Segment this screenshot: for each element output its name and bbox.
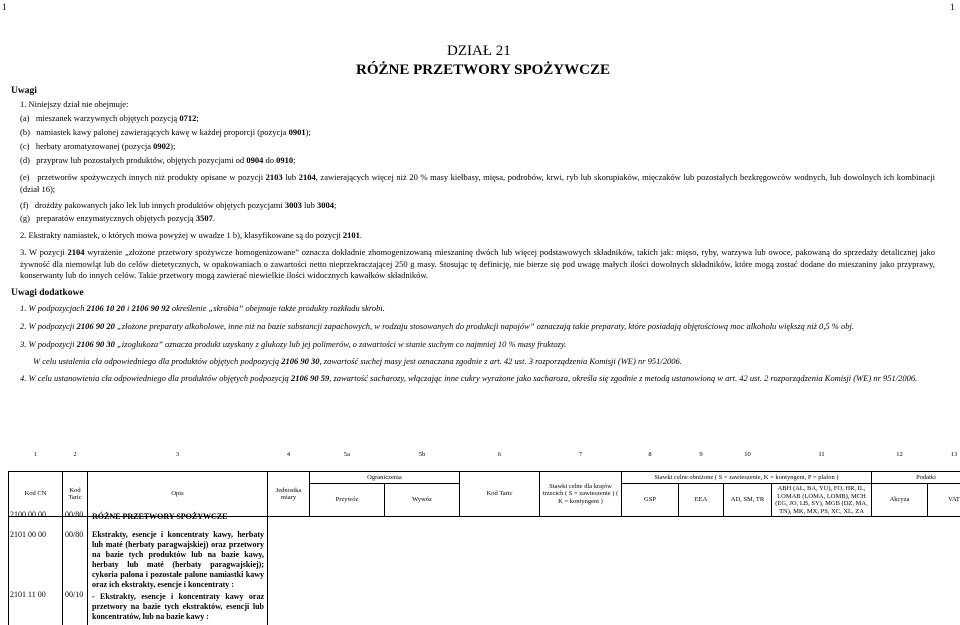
additional-note-4: 4. W celu ustanowienia cła odpowiedniego dla produktów objętych podpozycją 2106 90 59, zawartość sacharozy, włączając inne cukry wyrażone jako sacharoza, określa się zgodnie z metodą ustanowioną w art. 42 ust. 2 rozporządzenia Komisji (WE) nr 951/2006. <box>20 373 918 383</box>
note-2: 2. Ekstrakty namiastek, o których mowa powyżej w uwadze 1 b), klasyfikowane są do pozycji 2101. <box>20 230 363 240</box>
note-1f: (f) drożdży pakowanych jako lek lub innych produktów objętych pozycjami 3003 lub 3004; <box>20 200 337 210</box>
header-jednostka: Jednostka miary <box>268 472 310 517</box>
col-num-2: 2 <box>73 451 77 459</box>
header-stawki-obnizone: Stawki celne obniżone ( S = zawieszenie, K = kontyngent, P = plafon ) <box>622 472 872 484</box>
header-stawki-krajow: Stawki celne dla krajów trzecich ( S = zawieszenie ) ( K = kontyngent ) <box>540 472 622 517</box>
additional-note-3b: W celu ustalenia cła odpowiedniego dla produktów objętych podpozycją 2106 90 30, zawartość suchej masy jest oznaczana zgodnie z art. 42 ust. 3 rozporządzenia Komisji (WE) nr 951/2006. <box>33 356 682 366</box>
note-1b: (b) namiastek kawy palonej zawierających kawę w każdej proporcji (pozycja 0901); <box>20 127 311 137</box>
note-1-intro: 1. Niniejszy dział nie obejmuje: <box>20 99 129 109</box>
col-num-11: 11 <box>818 451 825 459</box>
page-number-right: 1 <box>950 2 955 12</box>
additional-notes-header: Uwagi dodatkowe <box>11 288 84 298</box>
row-3-cn: 2101 11 00 <box>10 590 46 599</box>
section-title: RÓŻNE PRZETWORY SPOŻYWCZE <box>356 62 610 78</box>
note-1d: (d) przypraw lub pozostałych produktów, objętych pozycjami od 0904 do 0910; <box>20 155 296 165</box>
note-1a: (a) mieszanek warzywnych objętych pozycją 0712; <box>20 113 199 123</box>
col-num-5a: 5a <box>343 451 351 459</box>
additional-note-2: 2. W podpozycji 2106 90 20 „złożone preparaty alkoholowe, inne niż na bazie substancji zapachowych, w rodzaju stosowanych do produkcji napojów” oznaczają takie preparaty, które posiadają objętościową moc alkoholu większą niż 0,5 % obj. <box>20 321 854 331</box>
col-num-1: 1 <box>33 451 38 459</box>
notes-header: Uwagi <box>11 86 37 96</box>
row-1-desc: RÓŻNE PRZETWORY SPOŻYWCZE <box>92 512 228 521</box>
page-number-left: 1 <box>2 2 7 12</box>
note-1c: (c) herbaty aromatyzowanej (pozycja 0902); <box>20 141 176 151</box>
header-gsp: GSP <box>622 484 679 517</box>
row-2-desc: Ekstrakty, esencje i koncentraty kawy, herbaty lub maté (herbaty paragwajskiej) oraz przetwory na bazie tych produktów lub na bazie kawy, herbaty lub maté (herbaty paragwajskiej); cykoria palona i pozostałe palone namiastki kawy oraz ich ekstrakty, esencje i koncentraty : <box>92 530 264 589</box>
header-akcyza: Akcyza <box>872 484 928 517</box>
row-1-cn: 2100 00 00 <box>10 510 46 519</box>
col-num-3: 3 <box>175 451 180 459</box>
header-wywoz: Wywóz <box>385 484 460 517</box>
header-ograniczenia: Ograniczenia <box>310 472 460 484</box>
additional-note-3: 3. W podpozycji 2106 90 30 „izoglukoza” oznacza produkt uzyskany z glukozy lub jej polimerów, o zawartości w stanie suchym co najmniej 10 % masy fruktozy. <box>20 339 567 349</box>
col-num-13: 13 <box>950 451 958 459</box>
col-num-7: 7 <box>578 451 583 459</box>
col-num-6: 6 <box>497 451 502 459</box>
row-1-taric: 00/80 <box>65 510 84 519</box>
header-abh: ABH (AL, BA, YU), FO, HR, IL, LOMAB (LOMA, LOMB), MCH (EG, JO, LB, SY), MGB (DZ, MA, TN), MK, MX, PS, XC, XL, ZA <box>772 484 872 517</box>
header-vat: VAT <box>928 484 960 517</box>
col-num-4: 4 <box>286 451 291 459</box>
header-kod-taric-2: Kod Taric <box>460 472 540 517</box>
note-1e: (e) przetworów spożywczych innych niż produkty opisane w pozycji 2103 lub 2104, zawierających więcej niż 20 % masy kiełbasy, mięsa, podrobów, krwi, ryb lub skorupiaków, mięczaków lub pozostałych bezkręgowców wodnych, lub dowolnych ich kombinacji (dział 16); <box>20 172 935 194</box>
tariff-table-body <box>8 503 934 625</box>
header-opis: Opis <box>88 472 268 517</box>
col-num-9: 9 <box>699 451 703 459</box>
header-przywoz: Przywóz <box>310 484 385 517</box>
row-2-taric: 00/80 <box>65 530 84 539</box>
col-num-10: 10 <box>744 451 751 459</box>
header-ad-sm-tr: AD, SM, TR <box>724 484 772 517</box>
col-num-5b: 5b <box>418 451 426 459</box>
column-number-row <box>9 448 960 462</box>
additional-note-1: 1. W podpozycjach 2106 10 20 i 2106 90 92 określenie „skrobia” obejmuje także produkty rozkładu skrobi. <box>20 303 385 313</box>
note-3: 3. W pozycji 2104 wyrażenie „złożone przetwory spożywcze homogenizowane” oznacza dokładnie zhomogenizowaną mieszaninę dwóch lub więcej podstawowych składników, takich jak: mięso, ryby, warzywa lub owoce, pakowaną do sprzedaży detalicznej jako żywność dla niemowląt lub do celów dietetycznych, w opakowaniach o zawartości netto nieprzekraczającej 250 g masy. Stosując tę definicję, nie bierze się pod uwagę małych ilości dowolnych składników, które mogą zostać dodane do mieszaniny jako przyprawy, konserwanty lub do innych celów. Takie przetwory mogą zawierać niewielkie ilości widocznych kawałków składników. <box>20 247 936 280</box>
col-num-12: 12 <box>896 451 903 459</box>
row-2-cn: 2101 00 00 <box>10 530 46 539</box>
header-kod-taric: Kod Taric <box>63 472 88 517</box>
header-podatki: Podatki <box>872 472 960 484</box>
header-kod-cn: Kod CN <box>9 472 63 517</box>
row-3-taric: 00/10 <box>65 590 84 599</box>
section-heading: DZIAŁ 21 <box>447 43 511 59</box>
row-3-desc: - Ekstrakty, esencje i koncentraty kawy oraz przetwory na bazie tych ekstraktów, esencji lub koncentratów, lub na bazie kawy : <box>92 592 264 621</box>
col-num-8: 8 <box>648 451 652 459</box>
note-1g: (g) preparatów enzymatycznych objętych pozycją 3507. <box>20 213 215 223</box>
header-eea: EEA <box>679 484 724 517</box>
